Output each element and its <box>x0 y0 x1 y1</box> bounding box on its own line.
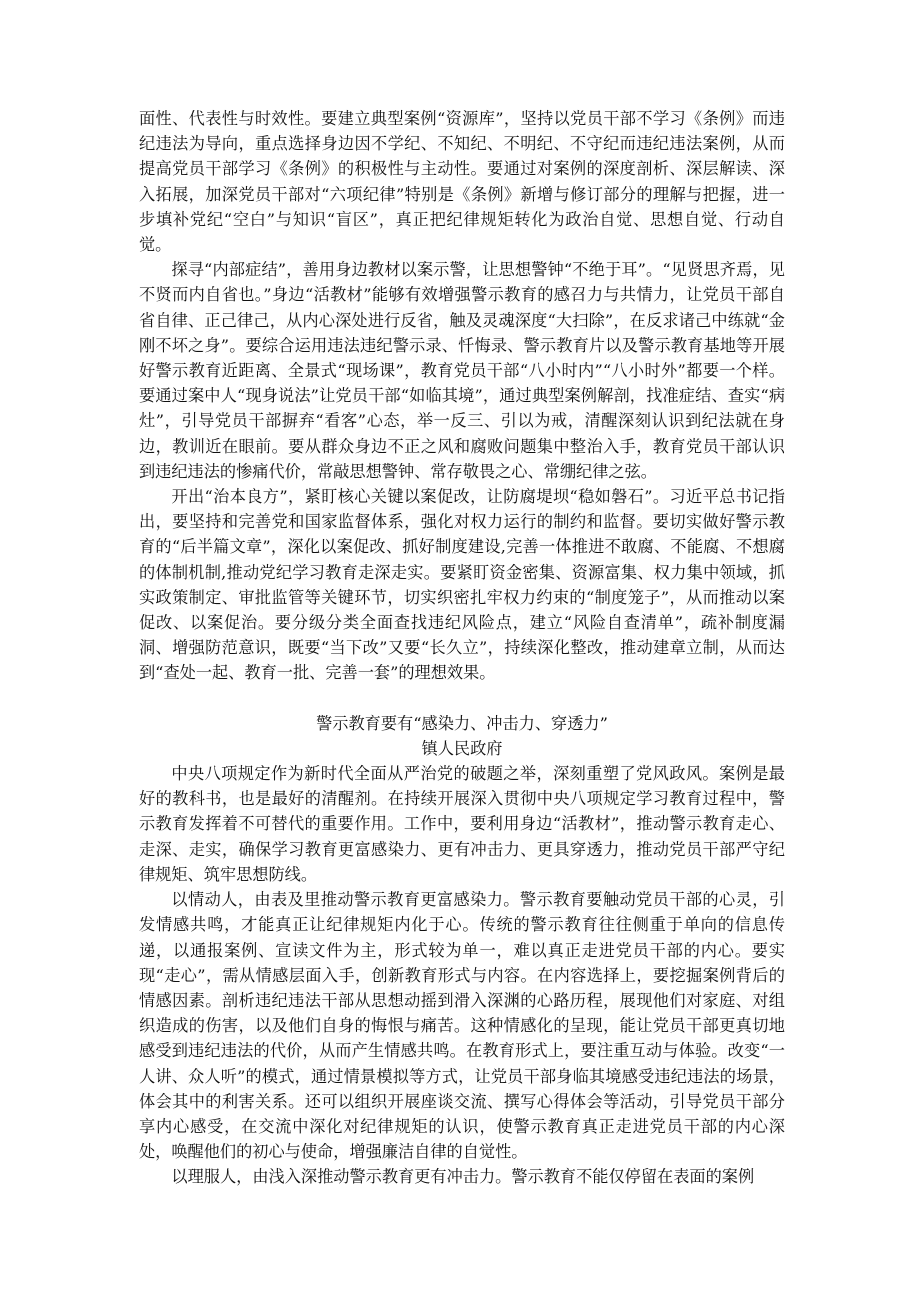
document-page <box>139 106 785 1190</box>
paragraph-root-remedy: 开出“治本良方”，紧盯核心关键以案促改，让防腐堤坝“稳如磐石”。习近平总书记指出，要坚持和完善党和国家监督体系，强化对权力运行的制约和监督。要切实做好警示教育的“后半篇文章”，深化以案促改、抓好制度建设,完善一体推进不敢腐、不能腐、不想腐的体制机制,推动党纪学习教育走深走实。要紧盯资金密集、资源富集、权力集中领域，抓实政策制定、审批监管等关键环节，切实织密扎牢权力约束的“制度笼子”，从而推动以案促改、以案促治。要分级分类全面查找违纪风险点，建立“风险自查清单”，疏补制度漏洞、增强防范意识，既要“当下改”又要“长久立”，持续深化整改，推动建章立制，从而达到“查处一起、教育一批、完善一套”的理想效果。 <box>139 487 785 683</box>
article-author: 镇人民政府 <box>421 738 503 758</box>
paragraph-continuation: 面性、代表性与时效性。要建立典型案例“资源库”，坚持以党员干部不学习《条例》而违纪违法为导向，重点选择身边因不学纪、不知纪、不明纪、不守纪而违纪违法案例，从而提高党员干部学习《条例》的积极性与主动性。要通过对案例的深度剖析、深层解读、深入拓展，加深党员干部对“六项纪律”特别是《条例》新增与修订部分的理解与把握，进一步填补党纪“空白”与知识“盲区”，真正把纪律规矩转化为政治自觉、思想自觉、行动自觉。 <box>139 109 785 255</box>
paragraph-emotion: 以情动人，由表及里推动警示教育更富感染力。警示教育要触动党员干部的心灵，引发情感共鸣，才能真正让纪律规矩内化于心。传统的警示教育往往侧重于单向的信息传递，以通报案例、宣读文件为主，形式较为单一，难以真正走进党员干部的内心。要实现“走心”，需从情感层面入手，创新教育形式与内容。在内容选择上，要挖掘案例背后的情感因素。剖析违纪违法干部从思想动摇到滑入深渊的心路历程，展现他们对家庭、对组织造成的伤害，以及他们自身的悔恨与痛苦。这种情感化的呈现，能让党员干部更真切地感受到违纪违法的代价，从而产生情感共鸣。在教育形式上，要注重互动与体验。改变“一人讲、众人听”的模式，通过情景模拟等方式，让党员干部身临其境感受违纪违法的场景，体会其中的利害关系。还可以组织开展座谈交流、撰写心得体会等活动，引导党员干部分享内心感受，在交流中深化对纪律规矩的认识，使警示教育真正走进党员干部的内心深处，唤醒他们的初心与使命，增强廉洁自律的自觉性。 <box>139 890 785 1162</box>
paragraph-internal-causes: 探寻“内部症结”，善用身边教材以案示警，让思想警钟“不绝于耳”。“见贤思齐焉，见不贤而内自省也。”身边“活教材”能够有效增强警示教育的感召力与共情力，让党员干部自省自律、正己律己，从内心深处进行反省，触及灵魂深度“大扫除”，在反求诸己中练就“金刚不坏之身”。要综合运用违法违纪警示录、忏悔录、警示教育片以及警示教育基地等开展好警示教育近距离、全景式“现场课”，教育党员干部“八小时内”“八小时外”都要一个样。要通过案中人“现身说法”让党员干部“如临其境”，通过典型案例解剖，找准症结、查实“病灶”，引导党员干部摒弃“看客”心态，举一反三、引以为戒，清醒深刻认识到纪法就在身边，教训近在眼前。要从群众身边不正之风和腐败问题集中整治入手，教育党员干部认识到违纪违法的惨痛代价，常敲思想警钟、常存敬畏之心、常绷纪律之弦。 <box>139 260 785 481</box>
article-title: 警示教育要有“感染力、冲击力、穿透力” <box>316 713 608 733</box>
paragraph-intro: 中央八项规定作为新时代全面从严治党的破题之举，深刻重塑了党风政风。案例是最好的教科书，也是最好的清醒剂。在持续开展深入贯彻中央八项规定学习教育过程中，警示教育发挥着不可替代的重要作用。工作中，要利用身边“活教材”，推动警示教育走心、走深、走实，确保学习教育更富感染力、更有冲击力、更具穿透力，推动党员干部严守纪律规矩、筑牢思想防线。 <box>139 764 785 884</box>
paragraph-reason: 以理服人，由浅入深推动警示教育更有冲击力。警示教育不能仅停留在表面的案例 <box>171 1167 755 1187</box>
article-header <box>139 711 785 761</box>
